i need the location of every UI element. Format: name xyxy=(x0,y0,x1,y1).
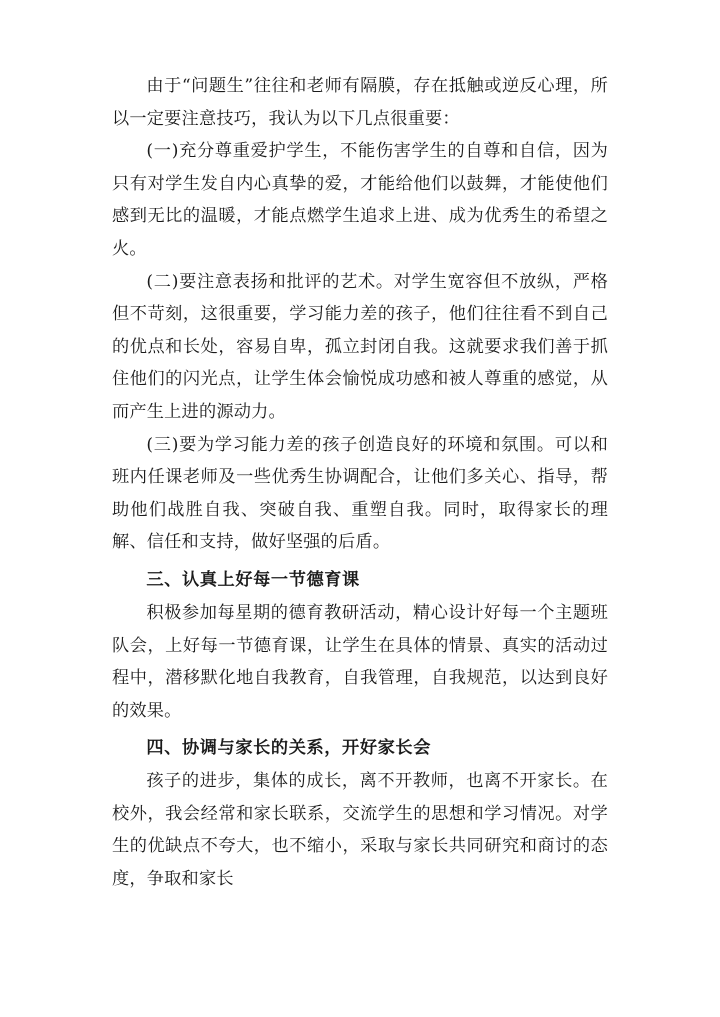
paragraph-point-2: (二)要注意表扬和批评的艺术。对学生宽容但不放纵，严格但不苛刻，这很重要，学习能力差的孩子，他们往往看不到自己的优点和长处，容易自卑，孤立封闭自我。这就要求我们善于抓住他们的闪光点，让学生体会愉悦成功感和被人尊重的感觉，从而产生上进的源动力。 xyxy=(112,271,608,422)
section-4-paragraph: 孩子的进步，集体的成长，离不开教师，也离不开家长。在校外，我会经常和家长联系，交流学生的思想和学习情况。对学生的优缺点不夸大，也不缩小，采取与家长共同研究和商讨的态度，争取和家长 xyxy=(112,771,608,890)
paragraph-point-3: (三)要为学习能力差的孩子创造良好的环境和氛围。可以和班内任课老师及一些优秀生协调配合，让他们多关心、指导，帮助他们战胜自我、突破自我、重塑自我。同时，取得家长的理解、信任和支持，做好坚强的后盾。 xyxy=(112,434,608,553)
section-4-heading: 四、协调与家长的关系，开好家长会 xyxy=(146,738,431,759)
document-page xyxy=(112,70,608,896)
section-3-heading: 三、认真上好每一节德育课 xyxy=(146,569,360,590)
section-3-paragraph: 积极参加每星期的德育教研活动，精心设计好每一个主题班队会，上好每一节德育课，让学生在具体的情景、真实的活动过程中，潜移默化地自我教育，自我管理，自我规范，以达到良好的效果。 xyxy=(112,602,608,721)
paragraph-intro: 由于“问题生”往往和老师有隔膜，存在抵触或逆反心理，所以一定要注意技巧，我认为以下几点很重要： xyxy=(112,76,608,129)
paragraph-point-1: (一)充分尊重爱护学生，不能伤害学生的自尊和自信，因为只有对学生发自内心真挚的爱，才能给他们以鼓舞，才能使他们感到无比的温暖，才能点燃学生追求上进、成为优秀生的希望之火。 xyxy=(112,141,608,259)
